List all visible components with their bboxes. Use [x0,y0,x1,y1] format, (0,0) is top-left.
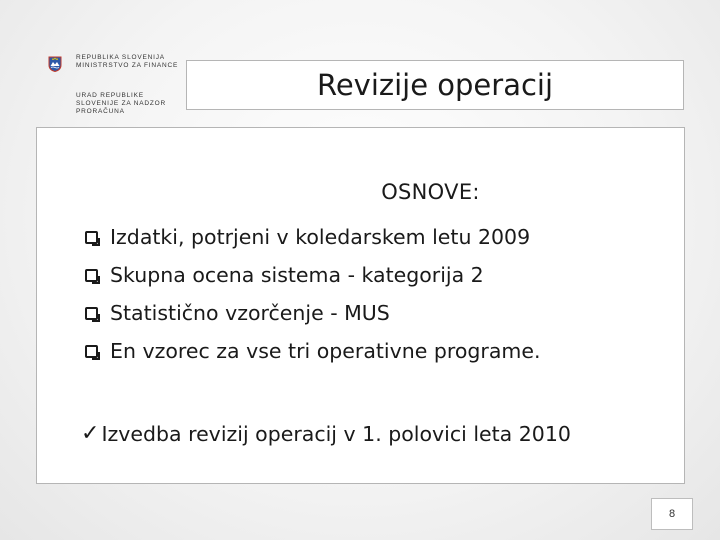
content-box [36,127,685,484]
checkmark-icon: ✓ [81,421,100,446]
section-heading: OSNOVE: [381,180,480,204]
bullet-text: Skupna ocena sistema - kategorija 2 [110,263,484,287]
ministry-line: REPUBLIKA SLOVENIJA [76,54,165,61]
list-item [83,294,541,332]
bullet-list [83,218,541,370]
bullet-text: Statistično vzorčenje - MUS [110,301,390,325]
coat-of-arms-icon [48,56,62,72]
office-line: PRORAČUNA [76,108,125,115]
check-item-text: Izvedba revizij operacij v 1. polovici leta 2010 [101,421,571,446]
list-item [83,256,541,294]
office-line: SLOVENIJE ZA NADZOR [76,100,166,107]
checkbox-bullet-icon [85,231,98,244]
page-number: 8 [651,498,693,530]
checkbox-bullet-icon [85,345,98,358]
checkbox-bullet-icon [85,307,98,320]
bullet-text: Izdatki, potrjeni v koledarskem letu 2009 [110,225,531,249]
bullet-text: En vzorec za vse tri operativne programe. [110,339,541,363]
list-item [83,218,541,256]
check-item [81,421,571,446]
slide-title: Revizije operacij [316,68,554,102]
ministry-line: MINISTRSTVO ZA FINANCE [76,62,179,69]
office-line: URAD REPUBLIKE [76,92,144,99]
checkbox-bullet-icon [85,269,98,282]
list-item [83,332,541,370]
title-box [186,60,684,110]
